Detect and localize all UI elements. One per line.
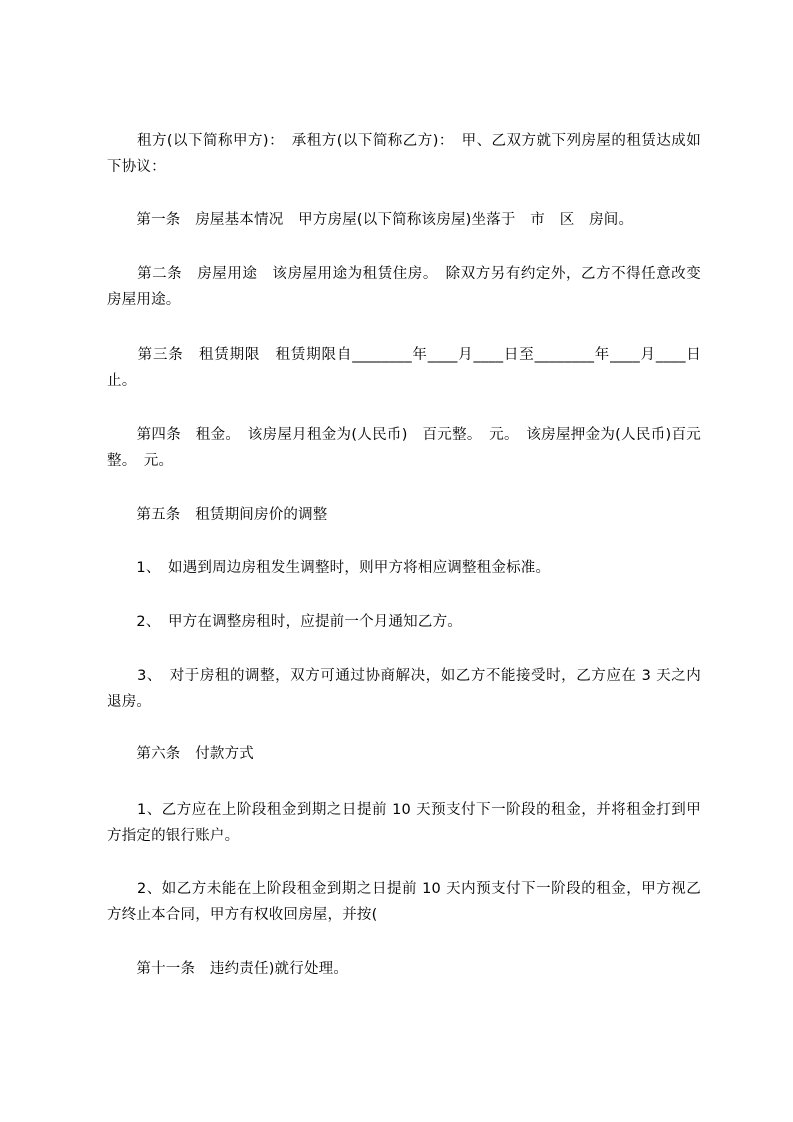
paragraph-article-5-item-3: 3、 对于房租的调整，双方可通过协商解决，如乙方不能接受时，乙方应在 3 天之内退房。 <box>107 668 701 710</box>
paragraph-article-6: 第六条 付款方式 <box>107 746 254 762</box>
paragraph-article-4: 第四条 租金。 该房屋月租金为(人民币) 百元整。 元。 该房屋押金为(人民币)百元整。 元。 <box>107 427 701 469</box>
paragraph-article-5: 第五条 租赁期间房价的调整 <box>107 507 328 523</box>
paragraph-article-5-item-1: 1、 如遇到周边房租发生调整时，则甲方将相应调整租金标准。 <box>107 560 551 576</box>
paragraph-parties: 租方(以下简称甲方)： 承租方(以下简称乙方)： 甲、乙双方就下列房屋的租赁达成如下协议： <box>107 133 701 175</box>
paragraph-article-6-item-2: 2、如乙方未能在上阶段租金到期之日提前 10 天内预支付下一阶段的租金，甲方视乙方终止本合同，甲方有权收回房屋，并按( <box>107 881 701 923</box>
paragraph-article-3: 第三条 租赁期限 租赁期限自________年____月____日至________年____月____日止。 <box>107 347 701 389</box>
paragraph-article-11-ref: 第十一条 违约责任)就行处理。 <box>107 961 349 977</box>
paragraph-article-6-item-1: 1、乙方应在上阶段租金到期之日提前 10 天预支付下一阶段的租金，并将租金打到甲方指定的银行账户。 <box>107 802 701 844</box>
paragraph-article-5-item-2: 2、 甲方在调整房租时，应提前一个月通知乙方。 <box>107 614 462 630</box>
paragraph-article-1: 第一条 房屋基本情况 甲方房屋(以下简称该房屋)坐落于 市 区 房间。 <box>107 212 634 228</box>
paragraph-article-2: 第二条 房屋用途 该房屋用途为租赁住房。 除双方另有约定外，乙方不得任意改变房屋用途。 <box>107 266 701 308</box>
